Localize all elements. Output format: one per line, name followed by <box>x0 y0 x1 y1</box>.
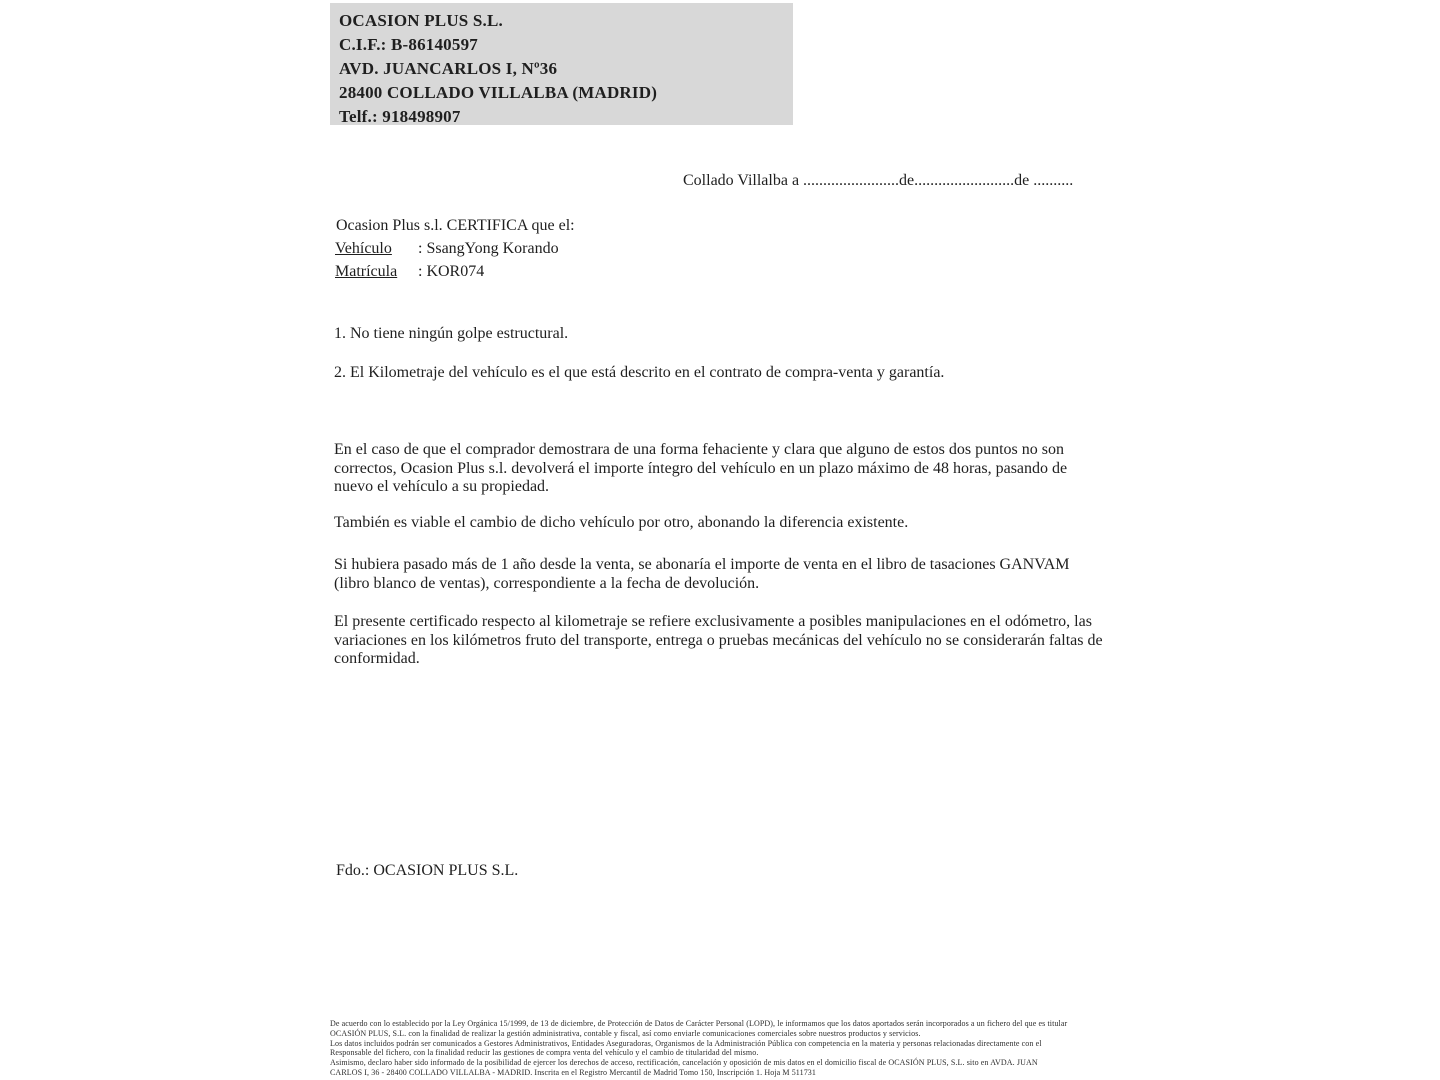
certify-intro: Ocasion Plus s.l. CERTIFICA que el: <box>336 217 575 234</box>
legal-footer-line: Los datos incluidos podrán ser comunicados a Gestores Administrativos, Entidades Aseguradoras, Organismos de la Administración Pública con competencia en la materia y personas relacionadas directamente con el <box>330 1038 1042 1048</box>
point-mileage: 2. El Kilometraje del vehículo es el que está descrito en el contrato de compra-venta y garantía. <box>334 364 945 381</box>
legal-footer-line: CARLOS I, 36 - 28400 COLLADO VILLALBA - MADRID. Inscrita en el Registro Mercantil de Madrid Tomo 150, Inscripción 1. Hoja M 511731 <box>330 1067 817 1077</box>
signature-line: Fdo.: OCASION PLUS S.L. <box>336 862 519 879</box>
legal-footer-line: Asimismo, declaro haber sido informado de la posibilidad de ejercer los derechos de acceso, rectificación, cancelación y oposición de mis datos en el domicilio fiscal de OCASIÓN PLUS, S.L. sito en AVDA. JUAN <box>330 1058 1038 1068</box>
legal-footer-line: OCASIÓN PLUS, S.L. con la finalidad de realizar la gestión administrativa, contable y fiscal, así como enviarle comunicaciones comerciales sobre nuestros productos y servicios. <box>330 1028 921 1038</box>
point-structural: 1. No tiene ningún golpe estructural. <box>334 325 569 342</box>
company-phone: Telf.: 918498907 <box>339 107 461 126</box>
company-header-box <box>330 3 793 125</box>
paragraph-exchange: También es viable el cambio de dicho vehículo por otro, abonando la diferencia existente. <box>334 514 909 531</box>
paragraph-ganvam: Si hubiera pasado más de 1 año desde la venta, se abonaría el importe de venta en el libro de tasaciones GANVAM (libro blanco de ventas), correspondiente a la fecha de devolución. <box>334 556 1070 592</box>
plate-row <box>335 263 484 281</box>
legal-footer-line: De acuerdo con lo establecido por la Ley Orgánica 15/1999, de 13 de diciembre, de Protección de Datos de Carácter Personal (LOPD), le informamos que los datos aportados serán incorporados a un fichero del que es titular <box>330 1019 1068 1028</box>
company-city: 28400 COLLADO VILLALBA (MADRID) <box>339 83 658 102</box>
plate-label: Matrícula <box>335 263 398 280</box>
vehicle-value: : SsangYong Korando <box>418 240 559 257</box>
paragraph-refund: En el caso de que el comprador demostrara de una forma fehaciente y clara que alguno de estos dos puntos no son correctos, Ocasion Plus s.l. devolverá el importe íntegro del vehículo en un plazo máximo de 48 horas, pasando de nuevo el vehículo a su propiedad. <box>334 441 1068 496</box>
legal-footer <box>330 1019 1067 1078</box>
vehicle-label: Vehículo <box>335 240 392 257</box>
plate-value: : KOR074 <box>418 263 485 280</box>
company-name: OCASION PLUS S.L. <box>339 11 503 30</box>
company-cif: C.I.F.: B-86140597 <box>339 35 478 54</box>
company-address: AVD. JUANCARLOS I, Nº36 <box>339 59 558 78</box>
legal-footer-line: Responsable del fichero, con la finalidad reducir las gestiones de compra venta del vehículo y el cambio de titularidad del mismo. <box>330 1048 759 1058</box>
date-line: Collado Villalba a ........................de.........................de .......... <box>683 172 1074 189</box>
paragraph-odometer: El presente certificado respecto al kilometraje se refiere exclusivamente a posibles manipulaciones en el odómetro, las variaciones en los kilómetros fruto del transporte, entrega o pruebas mecánicas del vehículo no se considerarán faltas de conformidad. <box>334 613 1103 668</box>
vehicle-row <box>335 240 559 258</box>
